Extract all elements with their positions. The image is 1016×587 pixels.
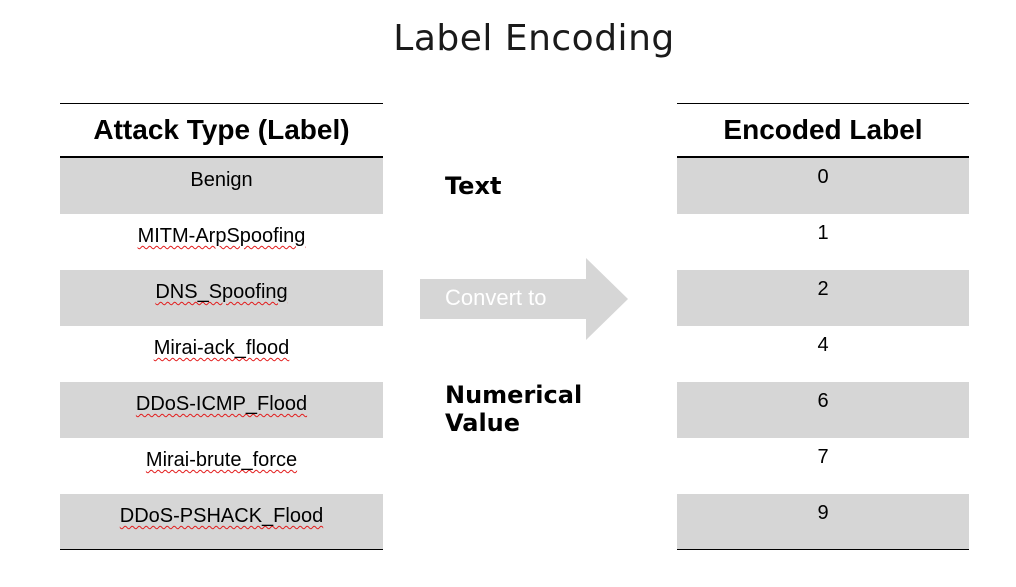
- encoded-value-cell: 9: [817, 502, 829, 524]
- table-row: [60, 270, 383, 326]
- table-row: [60, 214, 383, 270]
- table-row: [60, 494, 383, 550]
- table-row: [677, 214, 969, 270]
- attack-label-cell: DDoS-ICMP_Flood: [135, 393, 308, 415]
- attack-label-cell: DDoS-PSHACK_Flood: [119, 505, 324, 527]
- table-row: [60, 438, 383, 494]
- attack-label-cell: Mirai-brute_force: [145, 449, 298, 471]
- encoded-value-cell: 1: [817, 222, 829, 244]
- numerical-label-line1: Numerical: [445, 381, 583, 409]
- table-row: [677, 326, 969, 382]
- slide-title: Label Encoding: [393, 18, 675, 59]
- encoded-label-header: Encoded Label: [677, 103, 969, 158]
- encoded-value-cell: 6: [817, 390, 829, 412]
- text-label: Text: [445, 172, 502, 200]
- table-row: [677, 158, 969, 214]
- table-row: [677, 382, 969, 438]
- table-row: [677, 494, 969, 550]
- table-row: [60, 382, 383, 438]
- attack-label-cell: Benign: [190, 169, 253, 191]
- encoded-label-table: [677, 103, 969, 550]
- attack-label-cell: MITM-ArpSpoofing: [137, 225, 306, 247]
- attack-type-header: Attack Type (Label): [60, 103, 383, 158]
- table-row: [60, 158, 383, 214]
- table-row: [60, 326, 383, 382]
- convert-to-label: Convert to: [445, 285, 547, 310]
- encoded-value-cell: 4: [817, 334, 829, 356]
- numerical-label-line2: Value: [445, 409, 521, 437]
- table-row: [677, 438, 969, 494]
- attack-label-cell: DNS_Spoofing: [155, 281, 288, 303]
- table-row: [677, 270, 969, 326]
- encoded-value-cell: 2: [817, 278, 829, 300]
- attack-type-table: [60, 103, 383, 550]
- encoded-value-cell: 0: [817, 166, 829, 188]
- encoded-value-cell: 7: [817, 446, 829, 468]
- attack-label-cell: Mirai-ack_flood: [153, 337, 290, 359]
